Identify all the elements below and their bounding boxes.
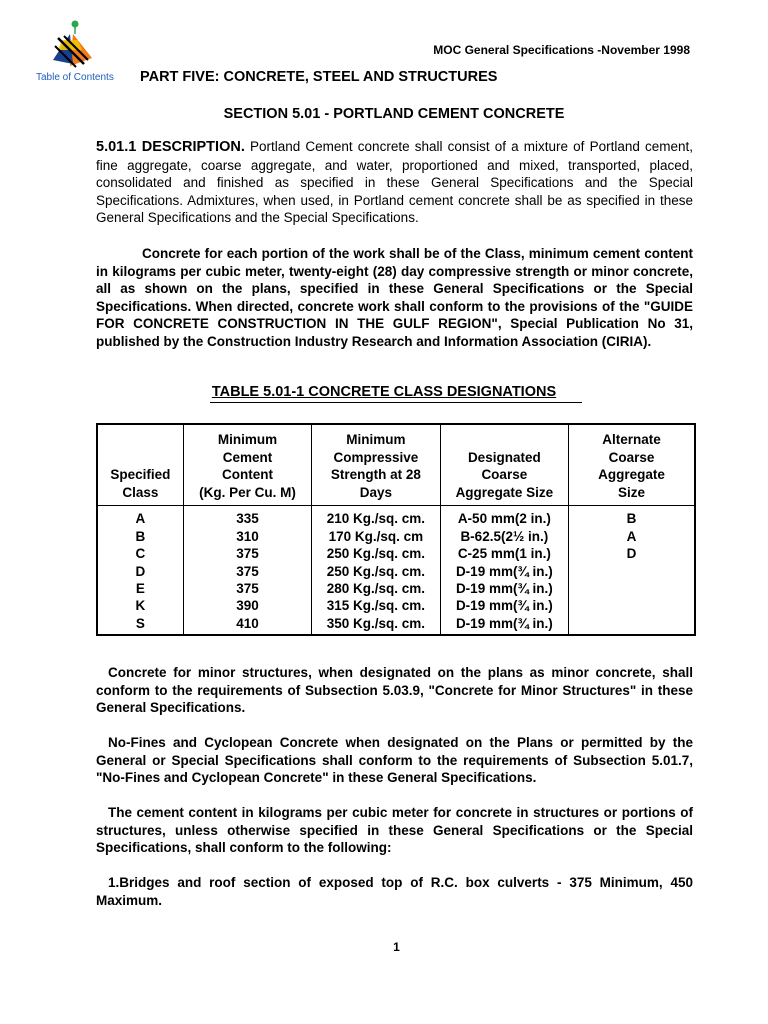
table-cell: D-19 mm(¾ in.) [455, 615, 553, 631]
table-cell: D [135, 563, 146, 579]
table-cell: A [135, 511, 146, 527]
table-cell: 210 Kg./sq. cm. [326, 511, 426, 527]
moc-logo-icon[interactable] [48, 20, 98, 72]
column-class [97, 506, 183, 635]
description-text: Portland Cement concrete shall consist of a mixture of Portland cement, fine aggregate, coarse aggregate, and water, proportioned and mixed, transported, placed, consolidated and finished as specified in these General Specifications and the Special Specifications. Admixtures, when used, in Portland cement concrete shall be as specified in these General Specifications and the Special Specifications. [96, 139, 693, 226]
cement-content-paragraph: The cement content in kilograms per cubic meter for concrete in structures or portions of structures, unless otherwise specified in these General Specifications or the Special Specifications, shall conform to the following: [96, 805, 693, 856]
concrete-class-table [96, 423, 696, 636]
table-cell: K [135, 598, 146, 614]
minor-structures-paragraph: Concrete for minor structures, when designated on the plans as minor concrete, shall conform to the requirements of Subsection 5.03.9, "Concrete for Minor Structures" in these General Specifications. [96, 665, 693, 716]
header-cement-content: Minimum Cement Content (Kg. Per Cu. M) [183, 424, 311, 506]
table-cell: 390 [236, 598, 259, 614]
header-specified-class: Specified Class [97, 424, 183, 506]
header-designated-aggregate: Designated Coarse Aggregate Size [440, 424, 568, 506]
column-strength [312, 506, 440, 635]
table-of-contents-link[interactable]: Table of Contents [36, 72, 114, 83]
table-cell: D-19 mm(¾ in.) [455, 598, 553, 614]
table-cell: C-25 mm(1 in.) [457, 546, 551, 562]
table-cell: A-50 mm(2 in.) [457, 511, 551, 527]
table-cell: B [626, 511, 637, 527]
table-cell: 315 Kg./sq. cm. [326, 598, 426, 614]
table-cell [569, 580, 694, 597]
table-cell: D-19 mm(¾ in.) [455, 563, 553, 579]
caption-rule [210, 402, 582, 403]
running-head: MOC General Specifications -November 1998 [433, 43, 690, 57]
column-aggregate [440, 506, 568, 635]
class-paragraph: Concrete for each portion of the work shall be of the Class, minimum cement content in kilograms per cubic meter, twenty-eight (28) day compressive strength or minor concrete, all as shown on the plans, specified in these General Specifications or the Special Specifications. When directed, concrete work shall conform to the provisions of the "GUIDE FOR CONCRETE CONSTRUCTION IN THE GULF REGION", Special Publication No 31, published by the Construction Industry Research and Information Association (CIRIA). [96, 246, 693, 349]
table-cell: B-62.5(2½ in.) [460, 528, 549, 544]
section-title: SECTION 5.01 - PORTLAND CEMENT CONCRETE [223, 106, 565, 122]
table-cell: 170 Kg./sq. cm [328, 528, 424, 544]
table-cell: 375 [236, 581, 259, 596]
part-title: PART FIVE: CONCRETE, STEEL AND STRUCTURES [140, 69, 498, 85]
table-cell [569, 597, 694, 614]
table-cell: E [135, 581, 145, 596]
table-cell: 410 [236, 615, 259, 631]
header-compressive-strength: Minimum Compressive Strength at 28 Days [312, 424, 440, 506]
table-caption: TABLE 5.01-1 CONCRETE CLASS DESIGNATIONS [211, 384, 557, 400]
table-cell: 310 [236, 528, 259, 544]
table-cell: 375 [236, 546, 259, 562]
table-cell: C [135, 546, 146, 562]
no-fines-paragraph: No-Fines and Cyclopean Concrete when designated on the Plans or permitted by the General or Special Specifications shall conform to the requirements of Subsection 5.01.7, "No-Fines and Cyclopean Concrete" in these General Specifications. [96, 735, 693, 786]
table-cell: 375 [236, 563, 259, 579]
table-cell: 335 [236, 511, 259, 527]
column-cement [183, 506, 311, 635]
description-paragraph [96, 138, 693, 227]
table-cell: 280 Kg./sq. cm. [326, 581, 426, 596]
table-cell: 250 Kg./sq. cm. [326, 563, 426, 579]
table-cell: S [135, 615, 145, 631]
table-cell: D [626, 546, 637, 562]
list-item: 1.Bridges and roof section of exposed top of R.C. box culverts - 375 Minimum, 450 Maximum. [96, 875, 693, 908]
column-alternate [569, 506, 695, 635]
description-lead: 5.01.1 DESCRIPTION. [96, 139, 245, 155]
header-alternate-aggregate: Alternate Coarse Aggregate Size [569, 424, 695, 506]
page-number: 1 [393, 940, 400, 954]
table-cell: D-19 mm(¾ in.) [455, 581, 553, 596]
table-cell: A [626, 528, 637, 544]
table-cell: B [135, 528, 146, 544]
table-cell: 250 Kg./sq. cm. [326, 546, 426, 562]
table-cell: 350 Kg./sq. cm. [326, 615, 426, 631]
table-cell [569, 615, 694, 632]
table-cell [569, 563, 694, 580]
